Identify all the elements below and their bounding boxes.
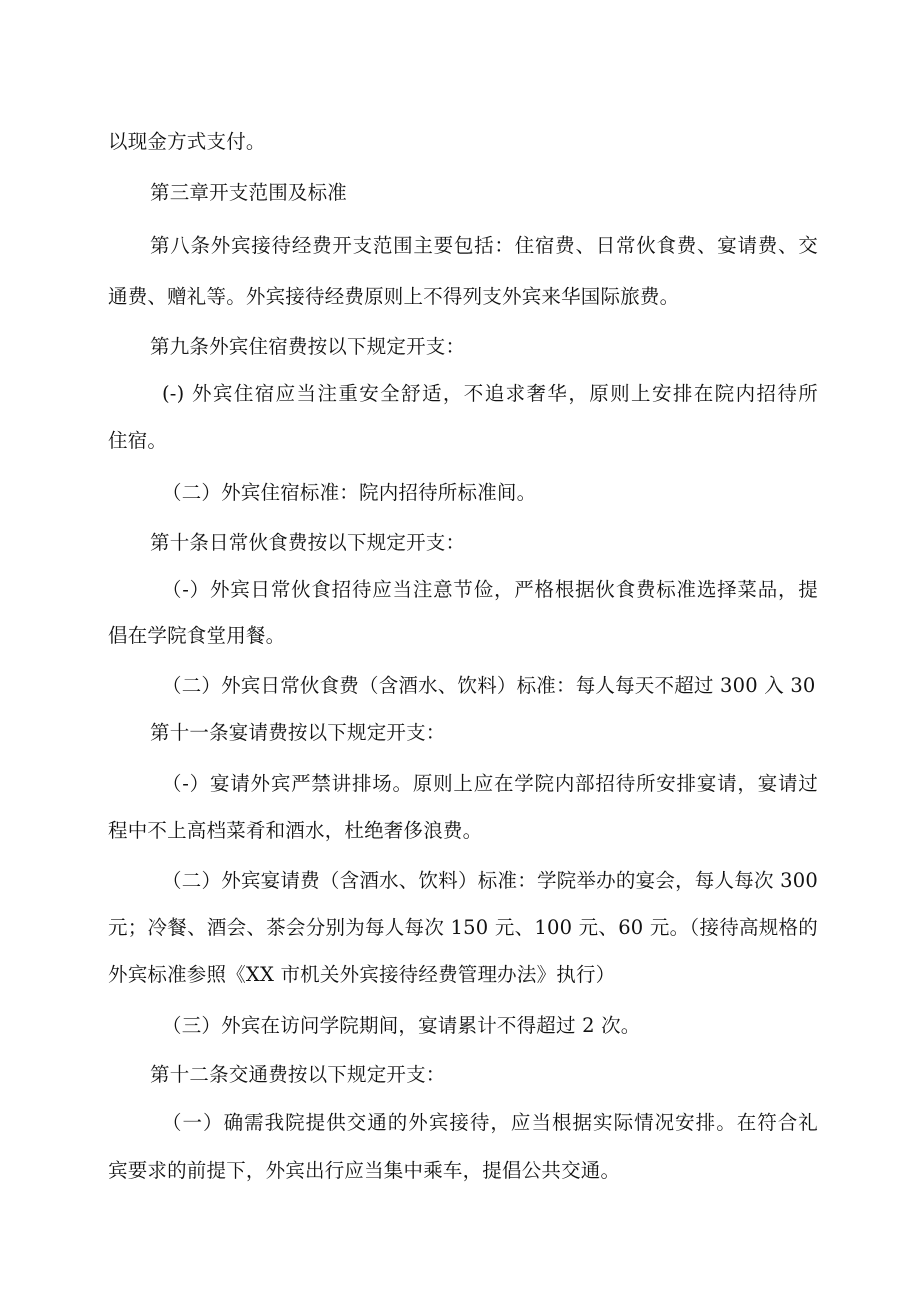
paragraph-line: 元；冷餐、酒会、茶会分别为每人每次 150 元、100 元、60 元。（接待高规格的	[108, 916, 818, 939]
paragraph-line: 住宿。	[108, 429, 168, 452]
paragraph-line: （二）外宾日常伙食费（含酒水、饮料）标准：每人每天不超过 300 入 30	[162, 674, 816, 697]
paragraph-line: 程中不上高档菜肴和酒水，杜绝奢侈浪费。	[108, 819, 483, 842]
article-heading: 第九条外宾住宿费按以下规定开支：	[150, 335, 466, 358]
paragraph-line: （三）外宾在访问学院期间，宴请累计不得超过 2 次。	[162, 1014, 641, 1037]
paragraph-line: 宾要求的前提下，外宾出行应当集中乘车，提倡公共交通。	[108, 1159, 621, 1182]
paragraph-line: 通费、赠礼等。外宾接待经费原则上不得列支外宾来华国际旅费。	[108, 285, 680, 308]
paragraph-line: (-) 外宾住宿应当注重安全舒适，不追求奢华，原则上安排在院内招待所	[162, 382, 818, 405]
paragraph-line: （二）外宾宴请费（含酒水、饮料）标准：学院举办的宴会，每人每次 300	[162, 869, 818, 892]
chapter-heading: 第三章开支范围及标准	[150, 181, 348, 204]
paragraph-line: 以现金方式支付。	[108, 130, 266, 153]
paragraph-line: （-）外宾日常伙食招待应当注意节俭，严格根据伙食费标准选择菜品，提	[162, 578, 818, 601]
paragraph-line: （-）宴请外宾严禁讲排场。原则上应在学院内部招待所安排宴请，宴请过	[162, 772, 818, 795]
article-heading: 第十二条交通费按以下规定开支：	[150, 1063, 446, 1086]
paragraph-line: 第八条外宾接待经费开支范围主要包括：住宿费、日常伙食费、宴请费、交	[150, 234, 818, 257]
article-heading: 第十一条宴请费按以下规定开支：	[150, 721, 446, 744]
paragraph-line: 倡在学院食堂用餐。	[108, 624, 286, 647]
article-heading: 第十条日常伙食费按以下规定开支：	[150, 531, 466, 554]
paragraph-line: （二）外宾住宿标准：院内招待所标准间。	[162, 481, 537, 504]
paragraph-line: （一）确需我院提供交通的外宾接待，应当根据实际情况安排。在符合礼	[162, 1111, 818, 1134]
paragraph-line: 外宾标准参照《XX 市机关外宾接待经费管理办法》执行）	[108, 963, 616, 986]
